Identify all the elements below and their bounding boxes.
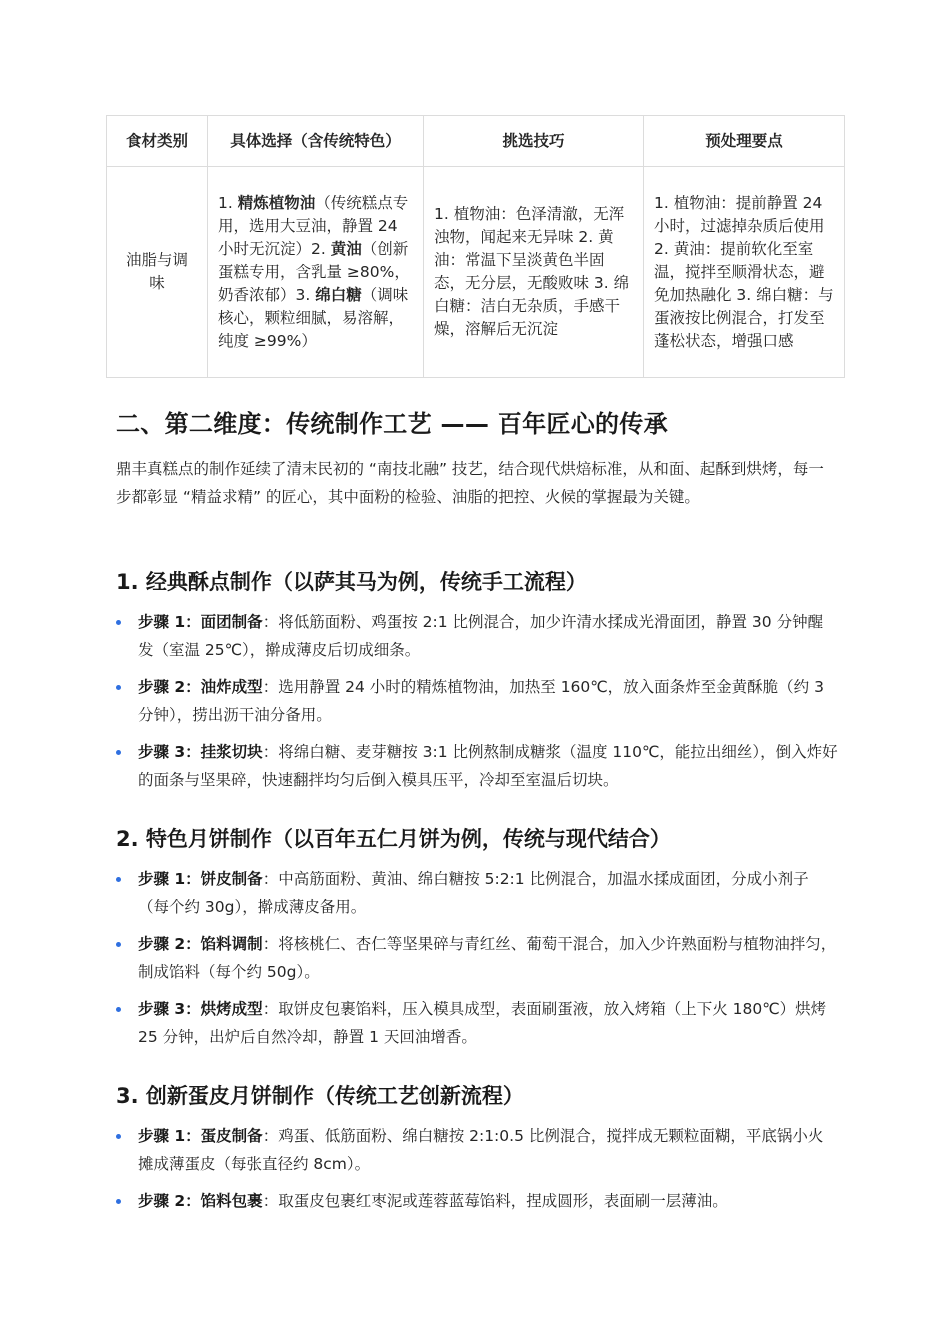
choice-bold-oil: 精炼植物油 [237, 193, 316, 212]
header-tips: 挑选技巧 [424, 116, 644, 167]
section-intro: 鼎丰真糕点的制作延续了清末民初的 “南技北融” 技艺，结合现代烘焙标准，从和面、起酥到烘烤，每一步都彰显 “精益求精” 的匠心，其中面粉的检验、油脂的把控、火候的掌握最为关键。 [116, 460, 824, 506]
step-text: ：将核桃仁、杏仁等坚果碎与青红丝、葡萄干混合，加入少许熟面粉与植物油拌匀，制成馅料（每个约 50g）。 [138, 935, 837, 981]
list-item [116, 673, 838, 729]
step-text: ：将绵白糖、麦芽糖按 3:1 比例熬制成糖浆（温度 110℃，能拉出细丝），倒入炸好的面条与坚果碎，快速翻拌均匀后倒入模具压平，冷却至室温后切块。 [138, 743, 838, 789]
list-item [116, 1122, 838, 1178]
cell-prep: 1. 植物油：提前静置 24 小时，过滤掉杂质后使用 2. 黄油：提前软化至室温，搅拌至顺滑状态，避免加热融化 3. 绵白糖：与蛋液按比例混合，打发至蓬松状态，增强口感 [644, 167, 845, 378]
list-item [116, 608, 838, 664]
list-item [116, 930, 838, 986]
step-text: ：取饼皮包裹馅料，压入模具成型，表面刷蛋液，放入烤箱（上下火 180℃）烘烤 25 分钟，出炉后自然冷却，静置 1 天回油增香。 [138, 1000, 827, 1046]
table-row [107, 167, 845, 378]
step-list-2 [116, 865, 838, 1060]
bullet-icon [116, 750, 121, 755]
step-text: ：鸡蛋、低筋面粉、绵白糖按 2:1:0.5 比例混合，搅拌成无颗粒面糊，平底锅小火摊成薄蛋皮（每张直径约 8cm）。 [138, 1127, 824, 1173]
step-label: 步骤 3：烘烤成型 [138, 1000, 263, 1018]
step-label: 步骤 2：馅料包裹 [138, 1192, 263, 1210]
section-heading: 二、第二维度：传统制作工艺 —— 百年匠心的传承 [116, 410, 668, 438]
step-text: ：中高筋面粉、黄油、绵白糖按 5:2:1 比例混合，加温水揉成面团，分成小剂子（每个约 30g），擀成薄皮备用。 [138, 870, 809, 916]
step-text: ：将低筋面粉、鸡蛋按 2:1 比例混合，加少许清水揉成光滑面团，静置 30 分钟醒发（室温 25℃），擀成薄皮后切成细条。 [138, 613, 824, 659]
bullet-icon [116, 1199, 121, 1204]
cell-tips: 1. 植物油：色泽清澈，无浑浊物，闻起来无异味 2. 黄油：常温下呈淡黄色半固态，无分层，无酸败味 3. 绵白糖：洁白无杂质，手感干燥，溶解后无沉淀 [424, 167, 644, 378]
choice-text-oil: （传统糕点专用，选用大豆油，静置 24 小时无沉淀）2. [218, 193, 409, 258]
choice-bold-butter: 黄油 [330, 239, 362, 258]
list-item [116, 995, 838, 1051]
step-list-3 [116, 1122, 838, 1224]
step-label: 步骤 3：挂浆切块 [138, 743, 263, 761]
header-prep: 预处理要点 [644, 116, 845, 167]
bullet-icon [116, 877, 121, 882]
bullet-icon [116, 1134, 121, 1139]
cell-category: 油脂与调味 [107, 167, 208, 378]
bullet-icon [116, 942, 121, 947]
ingredients-table [106, 115, 845, 378]
list-item [116, 865, 838, 921]
bullet-icon [116, 620, 121, 625]
step-text: ：选用静置 24 小时的精炼植物油，加热至 160℃，放入面条炸至金黄酥脆（约 3 分钟），捞出沥干油分备用。 [138, 678, 824, 724]
choice-bold-sugar: 绵白糖 [315, 285, 362, 304]
header-category: 食材类别 [107, 116, 208, 167]
step-text: ：取蛋皮包裹红枣泥或莲蓉蓝莓馅料，捏成圆形，表面刷一层薄油。 [262, 1192, 728, 1210]
choice-text-sugar: （调味核心，颗粒细腻，易溶解，纯度 ≥99%） [218, 285, 409, 350]
bullet-icon [116, 685, 121, 690]
subsection-heading-3: 3. 创新蛋皮月饼制作（传统工艺创新流程） [116, 1084, 524, 1108]
step-label: 步骤 1：饼皮制备 [138, 870, 263, 888]
subsection-heading-1: 1. 经典酥点制作（以萨其马为例，传统手工流程） [116, 570, 587, 594]
header-choice: 具体选择（含传统特色） [208, 116, 424, 167]
list-item [116, 1187, 838, 1215]
choice-num-1: 1. [218, 193, 238, 212]
step-label: 步骤 1：面团制备 [138, 613, 263, 631]
step-list-1 [116, 608, 838, 803]
subsection-heading-2: 2. 特色月饼制作（以百年五仁月饼为例，传统与现代结合） [116, 827, 671, 851]
step-label: 步骤 2：馅料调制 [138, 935, 263, 953]
step-label: 步骤 1：蛋皮制备 [138, 1127, 263, 1145]
table-header-row [107, 116, 845, 167]
list-item [116, 738, 838, 794]
bullet-icon [116, 1007, 121, 1012]
step-label: 步骤 2：油炸成型 [138, 678, 263, 696]
cell-choice [208, 167, 424, 378]
choice-text-butter: （创新蛋糕专用，含乳量 ≥80%，奶香浓郁）3. [218, 239, 410, 304]
